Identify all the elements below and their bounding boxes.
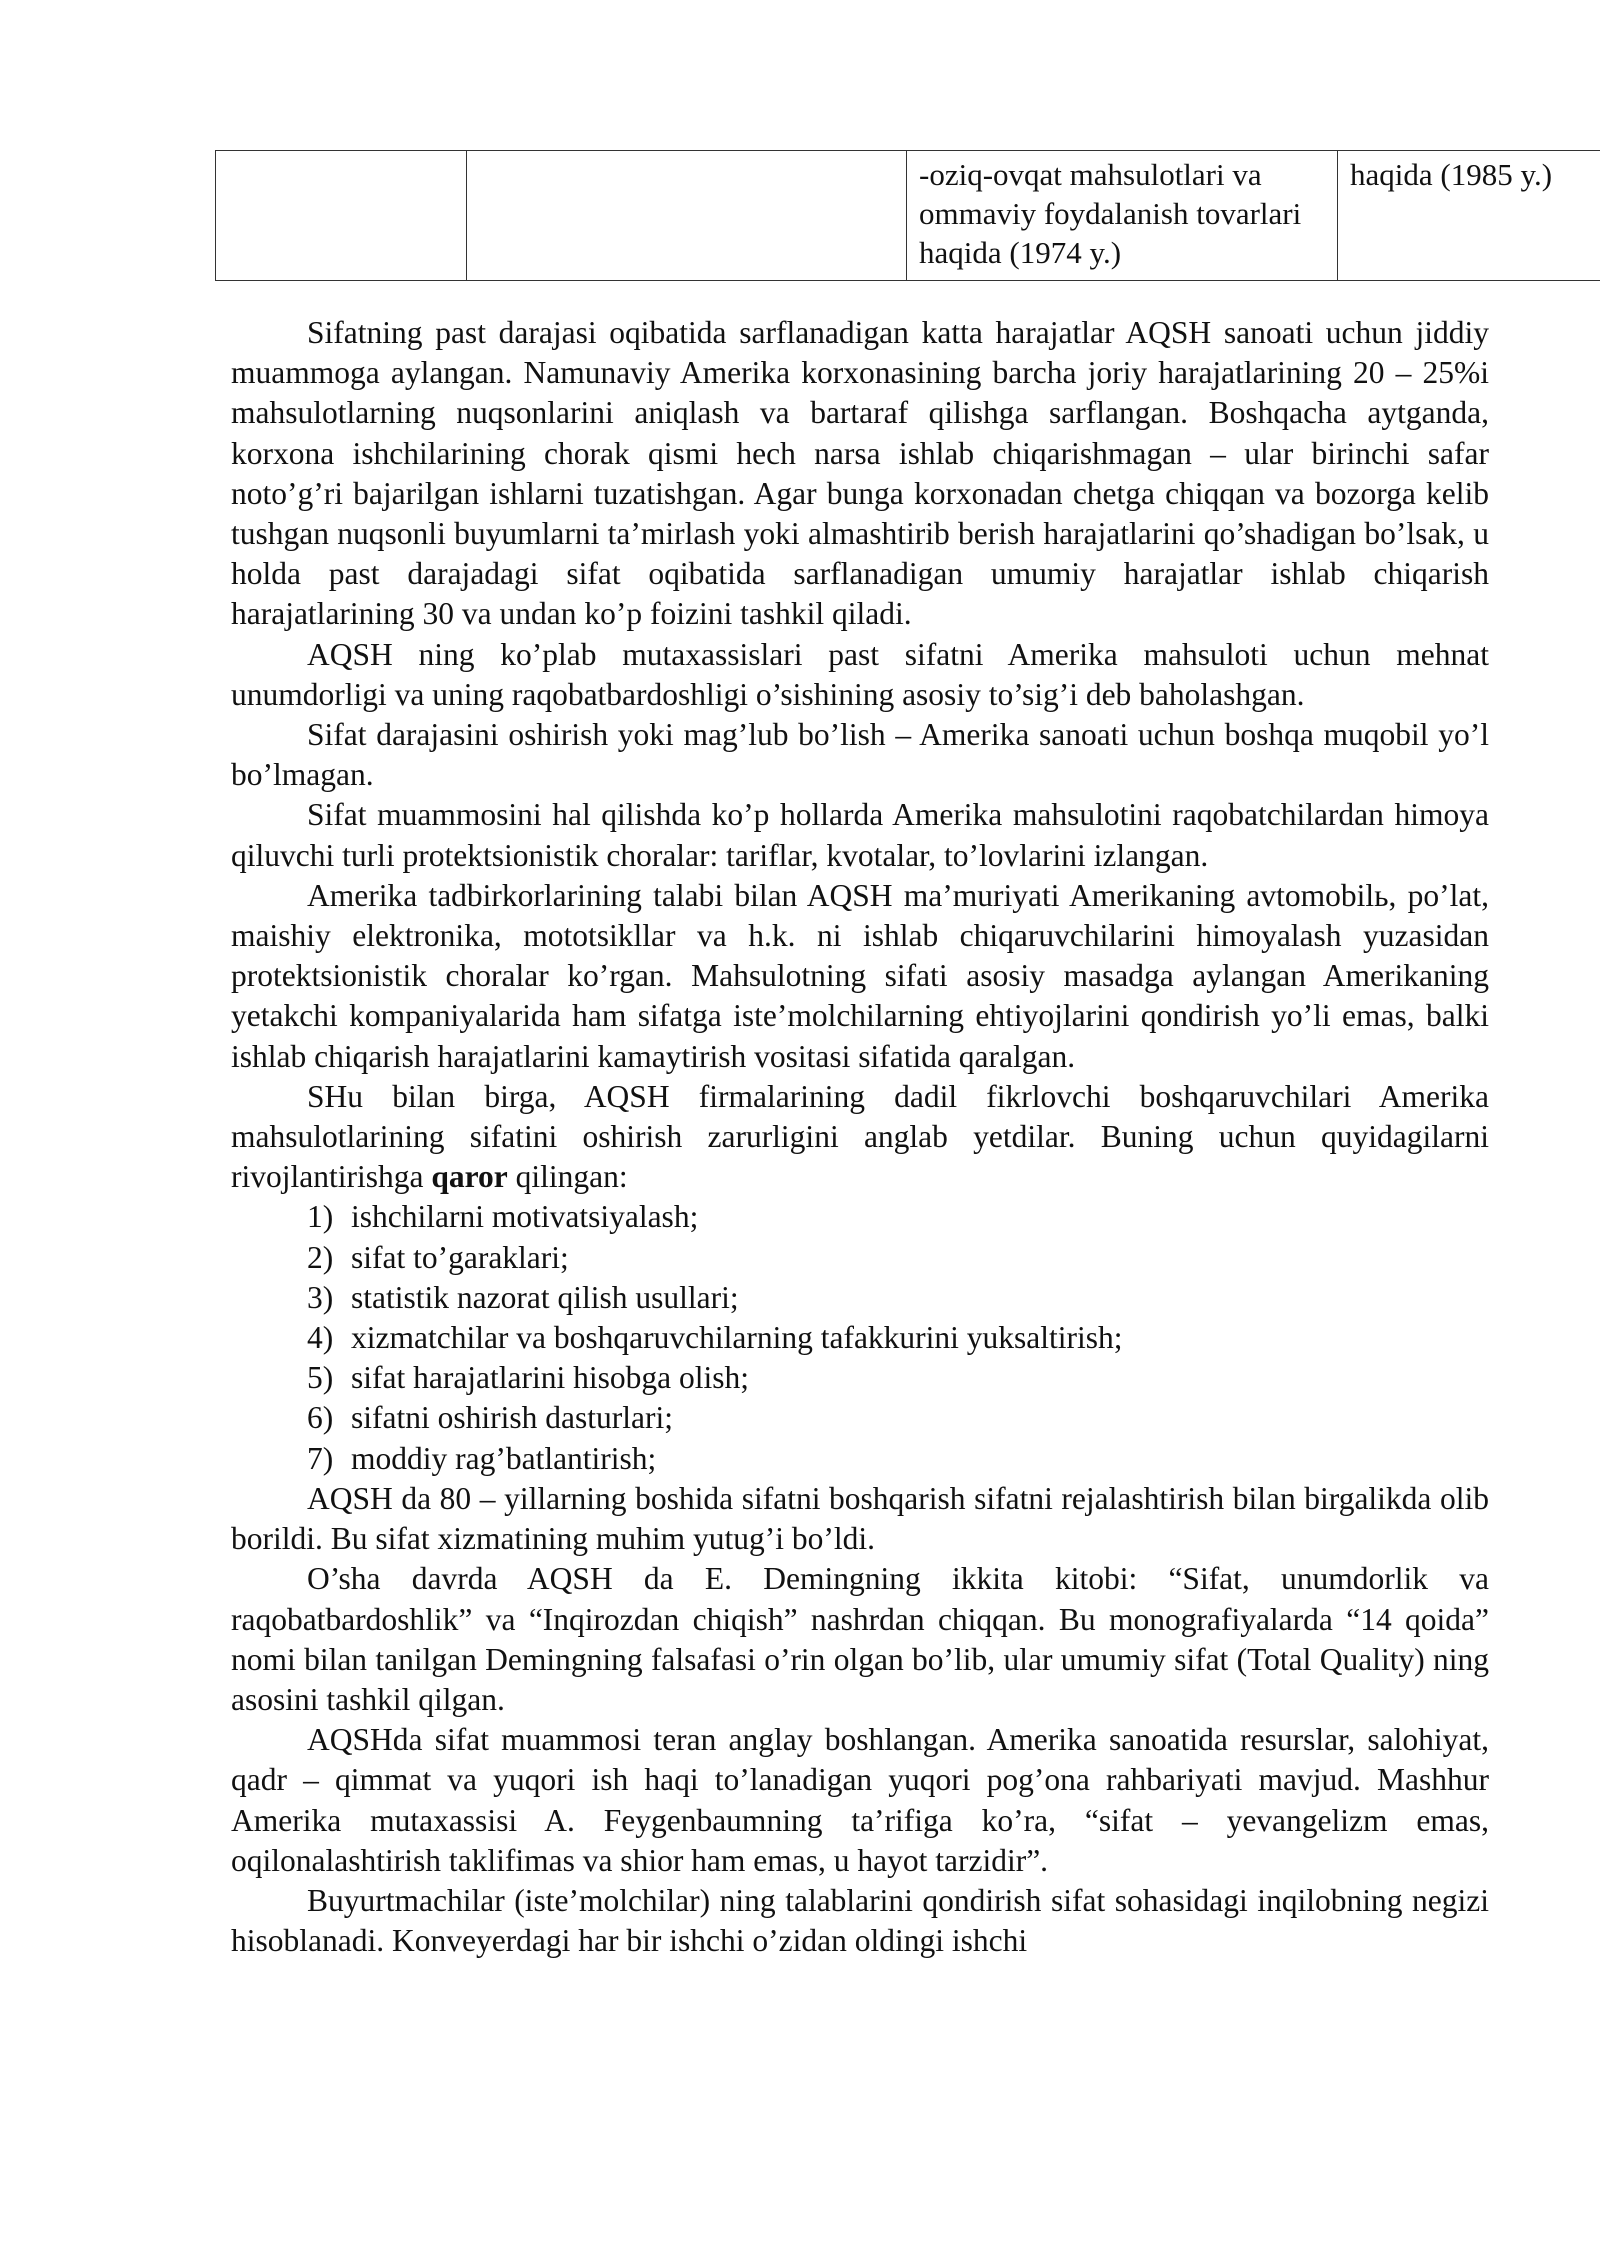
list-number: 3) xyxy=(307,1279,334,1315)
list-item xyxy=(231,1238,1489,1278)
list-item xyxy=(231,1197,1489,1237)
continuation-table xyxy=(215,150,1600,281)
paragraph: AQSH ning ko’plab mutaxassislari past sifatni Amerika mahsuloti uchun mehnat unumdorligi va uning raqobatbardoshligi o’sishining asosiy to’sig’i deb baholashgan. xyxy=(231,636,1489,712)
list-number: 2) xyxy=(307,1239,334,1275)
body-text xyxy=(231,313,1489,1961)
decision-bold-word: qaror xyxy=(431,1159,508,1195)
decision-text-after: qilingan: xyxy=(507,1159,628,1195)
numbered-list xyxy=(231,1197,1489,1478)
list-text: sifat to’garaklari; xyxy=(351,1239,569,1275)
table-cell xyxy=(467,151,907,281)
list-number: 7) xyxy=(307,1440,334,1476)
paragraph: Sifatning past darajasi oqibatida sarflanadigan katta harajatlar AQSH sanoati uchun jiddiy muammoga aylangan. Namunaviy Amerika korxonasining barcha joriy harajatlarining 20 – 25%i mahsulotlarning nuqsonlarini aniqlash va bartaraf qilishga sarflangan. Boshqacha aytganda, korxona ishchilarining chorak qismi hech narsa ishlab chiqarishmagan – ular birinchi safar noto’g’ri bajarilgan ishlarni tuzatishgan. Agar bunga korxonadan chetga chiqqan va bozorga kelib tushgan nuqsonli buyumlarni ta’mirlash yoki almashtirib berish harajatlarini qo’shadigan bo’lsak, u holda past darajadagi sifat oqibatida sarflanadigan umumiy harajatlar ishlab chiqarish harajatlarining 30 va undan ko’p foizini tashkil qiladi. xyxy=(231,315,1489,632)
paragraph: O’sha davrda AQSH da E. Demingning ikkita kitobi: “Sifat, unumdorlik va raqobatbardoshlik” va “Inqirozdan chiqish” nashrdan chiqqan. Bu monografiyalarda “14 qoida” nomi bilan tanilgan Demingning falsafasi o’rin olgan bo’lib, ular umumiy sifat (Total Quality) ning asosini tashkil qilgan. xyxy=(231,1561,1489,1717)
list-text: xizmatchilar va boshqaruvchilarning tafakkurini yuksaltirish; xyxy=(351,1320,1123,1356)
table-row xyxy=(216,151,1600,281)
list-number: 4) xyxy=(307,1320,334,1356)
paragraph: AQSH da 80 – yillarning boshida sifatni boshqarish sifatni rejalashtirish bilan birgalikda olib borildi. Bu sifat xizmatining muhim yutug’i bo’ldi. xyxy=(231,1480,1489,1557)
list-item xyxy=(231,1439,1489,1479)
list-item xyxy=(231,1318,1489,1358)
list-text: ishchilarni motivatsiyalash; xyxy=(351,1199,699,1235)
decision-text-before: SHu bilan birga, AQSH firmalarining dadil fikrlovchi boshqaruvchilari Amerika mahsulotlarining sifatini oshirish zarurligini anglab yetdilar. Buning uchun quyidagilarni rivojlantirishga xyxy=(231,1078,1489,1195)
decision-paragraph xyxy=(231,1077,1489,1198)
paragraph: Sifat muammosini hal qilishda ko’p hollarda Amerika mahsulotini raqobatchilardan himoya qiluvchi turli protektsionistik choralar: tariflar, kvotalar, to’lovlarini izlangan. xyxy=(231,797,1489,873)
list-text: moddiy rag’batlantirish; xyxy=(351,1440,657,1476)
table-cell: -oziq-ovqat mahsulotlari va ommaviy foydalanish tovarlari haqida (1974 y.) xyxy=(907,151,1338,281)
list-item xyxy=(231,1398,1489,1438)
list-number: 5) xyxy=(307,1360,334,1396)
paragraph: AQSHda sifat muammosi teran anglay boshlangan. Amerika sanoatida resurslar, salohiyat, qadr – qimmat va yuqori ish haqi to’lanadigan yuqori pog’ona rahbariyati mavjud. Mashhur Amerika mutaxassisi A. Feygenbaumning ta’rifiga ko’ra, “sifat – yevangelizm emas, oqilonalashtirish taklifimas va shior ham emas, u hayot tarzidir”. xyxy=(231,1722,1489,1878)
list-item xyxy=(231,1278,1489,1318)
list-number: 1) xyxy=(307,1199,334,1235)
table-cell: haqida (1985 y.) xyxy=(1338,151,1600,281)
list-text: sifatni oshirish dasturlari; xyxy=(351,1400,673,1436)
paragraph: Sifat darajasini oshirish yoki mag’lub bo’lish – Amerika sanoati uchun boshqa muqobil yo’l bo’lmagan. xyxy=(231,717,1489,793)
paragraph: Buyurtmachilar (iste’molchilar) ning talablarini qondirish sifat sohasidagi inqilobning negizi hisoblanadi. Konveyerdagi har bir ishchi o’zidan oldingi ishchi xyxy=(231,1882,1489,1959)
paragraph: Amerika tadbirkorlarining talabi bilan AQSH ma’muriyati Amerikaning avtomobilь, po’lat, maishiy elektronika, mototsikllar va h.k. ni ishlab chiqaruvchilarini himoyalash yuzasidan protektsionistik choralar ko’rgan. Mahsulotning sifati asosiy masadga aylangan Amerikaning yetakchi kompaniyalarida ham sifatga iste’molchilarning ehtiyojlarini qondirish yo’li emas, balki ishlab chiqarish harajatlarini kamaytirish vositasi sifatida qaralgan. xyxy=(231,877,1489,1074)
list-text: statistik nazorat qilish usullari; xyxy=(351,1279,739,1315)
table-cell xyxy=(216,151,467,281)
list-number: 6) xyxy=(307,1400,334,1436)
list-item xyxy=(231,1358,1489,1398)
list-text: sifat harajatlarini hisobga olish; xyxy=(351,1360,750,1396)
